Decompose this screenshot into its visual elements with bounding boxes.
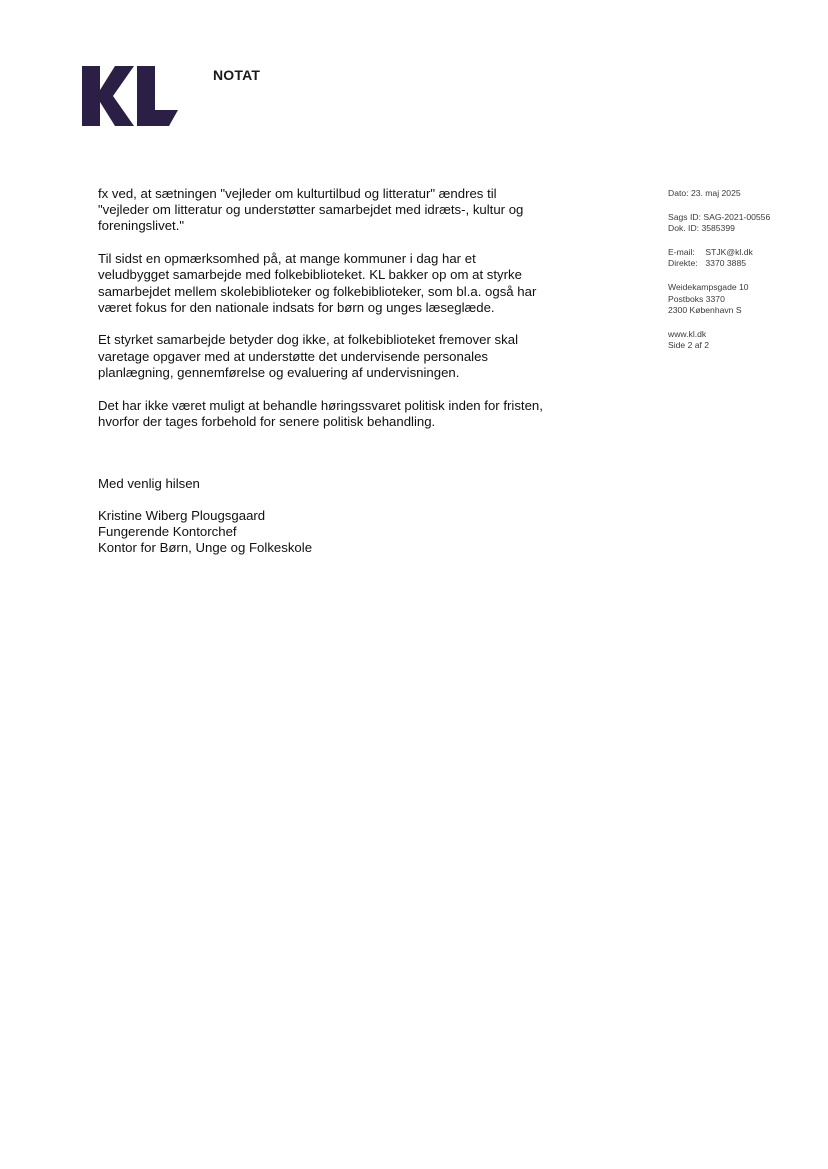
sags-id-row <box>668 212 818 224</box>
address-group <box>668 282 818 317</box>
contact-group <box>668 247 818 270</box>
dok-id-value: 3585399 <box>701 223 735 234</box>
paragraph-2 <box>98 251 568 316</box>
text-line: varetage opgaver med at understøtte det undervisende personales <box>98 348 489 364</box>
signature-block <box>98 508 312 557</box>
dok-id-row <box>668 223 818 235</box>
web-group <box>668 329 818 352</box>
text-line: foreningslivet." <box>98 218 185 234</box>
address-street: Weidekampsgade 10 <box>668 281 749 292</box>
date-row <box>668 188 818 200</box>
email-value[interactable]: STJK@kl.dk <box>705 246 753 257</box>
page-indicator: Side 2 af 2 <box>668 340 710 351</box>
letter-body <box>98 186 568 446</box>
text-line: samarbejdet mellem skolebiblioteker og folkebiblioteker, som bl.a. også har <box>98 283 537 299</box>
signer-title: Fungerende Kontorchef <box>98 524 237 540</box>
document-type-label: NOTAT <box>213 67 261 83</box>
phone-row <box>668 258 818 270</box>
text-line: hvorfor der tages forbehold for senere politisk behandling. <box>98 413 436 429</box>
email-label: E-mail: <box>668 246 695 257</box>
phone-label: Direkte: <box>668 258 698 269</box>
signer-name: Kristine Wiberg Plougsgaard <box>98 508 266 523</box>
id-group <box>668 212 818 235</box>
text-line: Til sidst en opmærksomhed på, at mange kommuner i dag har et <box>98 251 476 267</box>
website-link[interactable]: www.kl.dk <box>668 328 707 339</box>
address-city: 2300 København S <box>668 305 742 316</box>
phone-value: 3370 3885 <box>705 258 747 269</box>
sags-id-label: Sags ID: <box>668 211 701 222</box>
date-group <box>668 188 818 200</box>
paragraph-4 <box>98 398 568 430</box>
document-metadata-sidebar <box>668 188 818 364</box>
text-line: "vejleder om litteratur og understøtter samarbejdet med idræts-, kultur og <box>98 202 524 218</box>
signer-department: Kontor for Børn, Unge og Folkeskole <box>98 540 313 556</box>
kl-logo <box>82 66 178 126</box>
text-line: Et styrket samarbejde betyder dog ikke, at folkebiblioteket fremover skal <box>98 332 518 348</box>
text-line: veludbygget samarbejde med folkebiblioteket. KL bakker op om at styrke <box>98 267 522 283</box>
text-line: været fokus for den nationale indsats for børn og unges læseglæde. <box>98 299 495 315</box>
paragraph-1 <box>98 186 568 235</box>
text-line: fx ved, at sætningen "vejleder om kulturtilbud og litteratur" ændres til <box>98 186 497 201</box>
email-row <box>668 247 818 259</box>
date-label: Dato: <box>668 188 689 198</box>
text-line: Det har ikke været muligt at behandle høringssvaret politisk inden for fristen, <box>98 397 543 413</box>
text-line: planlægning, gennemførelse og evaluering af undervisningen. <box>98 364 460 380</box>
address-box: Postboks 3370 <box>668 293 725 304</box>
closing-greeting: Med venlig hilsen <box>98 476 200 491</box>
dok-id-label: Dok. ID: <box>668 223 700 234</box>
sags-id-value: SAG-2021-00556 <box>703 211 771 222</box>
date-value: 23. maj 2025 <box>690 188 741 198</box>
paragraph-3 <box>98 332 568 381</box>
